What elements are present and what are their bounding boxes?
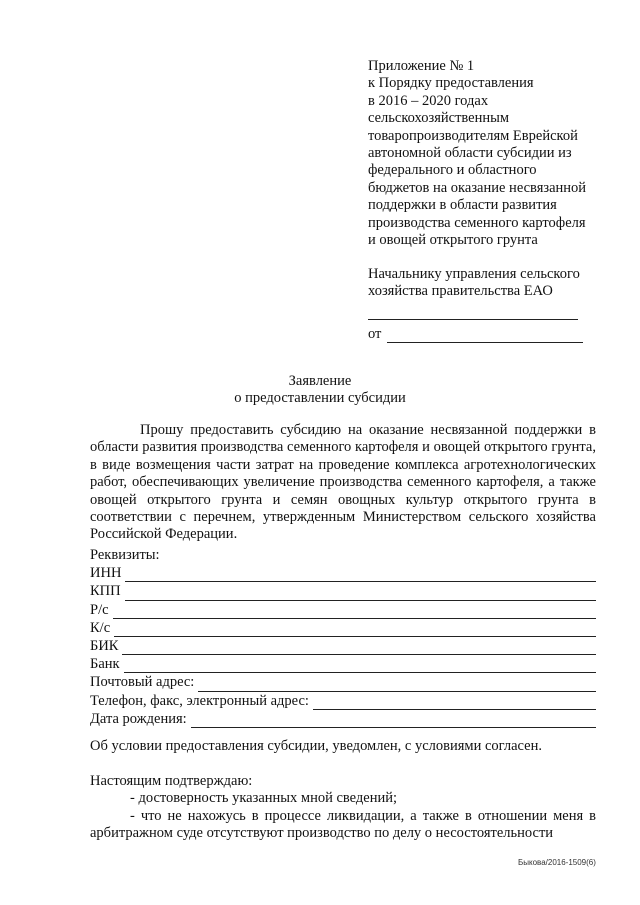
confirm-heading: Настоящим подтверждаю: — [90, 773, 253, 789]
from-label: от — [368, 325, 382, 342]
bik-field[interactable] — [122, 642, 596, 655]
annex-line: поддержки в области развития — [368, 197, 557, 214]
title-line: о предоставлении субсидии — [234, 390, 406, 407]
requisite-row — [90, 692, 596, 710]
annex-line: к Порядку предоставления — [368, 75, 534, 92]
requisite-row — [90, 564, 596, 582]
requisite-label: БИК — [90, 637, 119, 654]
requisite-label: Телефон, факс, электронный адрес: — [90, 692, 309, 709]
requisite-row — [90, 673, 596, 691]
requisite-row — [90, 619, 596, 637]
corr-account-field[interactable] — [114, 624, 596, 637]
requisites-heading: Реквизиты: — [90, 547, 160, 563]
addressee-block — [368, 266, 608, 343]
requisite-row — [90, 710, 596, 728]
request-paragraph — [90, 422, 596, 544]
conditions-paragraph — [90, 738, 596, 755]
requisite-label: КПП — [90, 583, 121, 600]
annex-line: товаропроизводителям Еврейской — [368, 127, 578, 144]
annex-line: в 2016 – 2020 годах — [368, 92, 489, 109]
annex-line: автономной области субсидии из — [368, 145, 572, 162]
annex-block — [368, 58, 608, 249]
confirm-item-text: - что не нахожусь в процессе ликвидации, а также в отношении меня в арбитражном суде отсутствуют производство по делу о несостоятельности — [90, 807, 596, 842]
footer-code: Быкова/2016-1509(6) — [518, 858, 596, 867]
inn-field[interactable] — [125, 569, 596, 582]
requisite-label: Дата рождения: — [90, 710, 187, 727]
requisite-label: ИНН — [90, 565, 122, 582]
addressee-line: хозяйства правительства ЕАО — [368, 283, 553, 300]
annex-line: сельскохозяйственным — [368, 110, 510, 127]
from-row — [368, 326, 608, 343]
annex-line: бюджетов на оказание несвязанной — [368, 179, 587, 196]
postal-address-field[interactable] — [198, 679, 596, 692]
annex-line: и овощей открытого грунта — [368, 232, 538, 249]
confirm-item — [90, 808, 596, 843]
request-text: Прошу предоставить субсидию на оказание несвязанной поддержки в области развития производства семенного картофеля и овощей открытого грунта, в виде возмещения части затрат на проведение комплекса агротехнологических работ, обеспечивающих увеличение производства семенного картофеля, а также овощей открытого грунта и семян овощных культур открытого грунта в соответствии с перечнем, утвержденным Министерством сельского хозяйства Российской Федерации. — [90, 422, 596, 543]
from-field[interactable] — [387, 328, 583, 343]
requisite-label: К/с — [90, 619, 111, 636]
title-line: Заявление — [288, 373, 352, 389]
bank-field[interactable] — [124, 660, 596, 673]
account-field[interactable] — [113, 606, 596, 619]
requisite-label: Р/с — [90, 601, 109, 618]
addressee-blank-line[interactable] — [368, 301, 578, 320]
contacts-field[interactable] — [313, 697, 596, 710]
requisite-label: Почтовый адрес: — [90, 674, 195, 691]
requisites-block — [90, 546, 596, 728]
annex-line: Приложение № 1 — [368, 58, 475, 74]
document-title — [0, 373, 640, 408]
requisite-row — [90, 637, 596, 655]
addressee-line: Начальнику управления сельского — [368, 266, 580, 282]
requisite-row — [90, 601, 596, 619]
annex-line: федерального и областного — [368, 162, 537, 179]
requisite-label: Банк — [90, 656, 120, 673]
requisite-row — [90, 582, 596, 600]
conditions-text: Об условии предоставления субсидии, уведомлен, с условиями согласен. — [90, 738, 542, 754]
birth-date-field[interactable] — [191, 715, 596, 728]
annex-line: производства семенного картофеля — [368, 214, 586, 231]
confirm-block — [90, 773, 596, 843]
requisite-row — [90, 655, 596, 673]
kpp-field[interactable] — [125, 588, 596, 601]
confirm-item: - достоверность указанных мной сведений; — [130, 790, 398, 807]
